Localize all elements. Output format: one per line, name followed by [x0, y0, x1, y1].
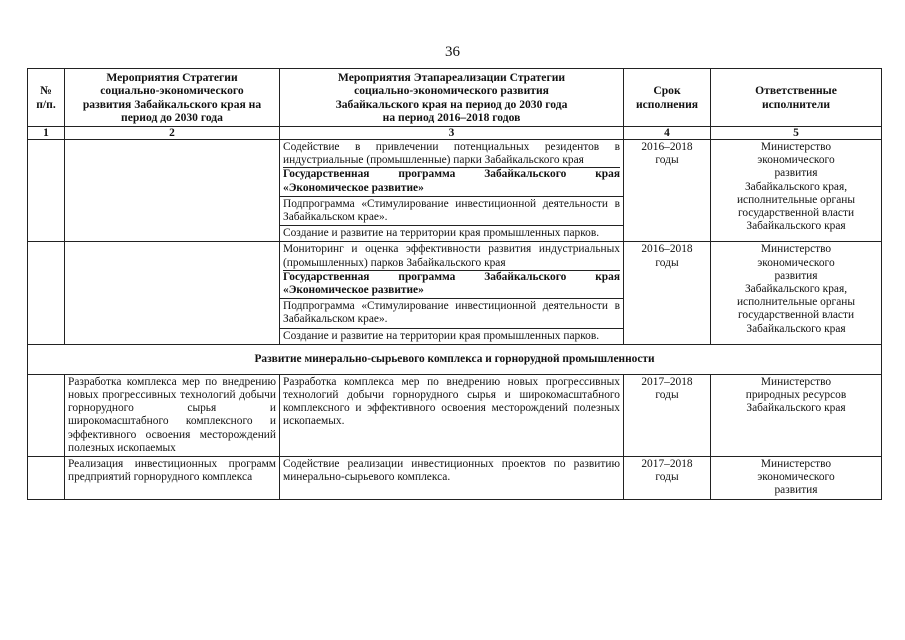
- row-measures: Разработка комплекса мер по внедрению новых прогрессивных технологий добычи горнорудного сырья и широкомасштабного комплексного и эффективного освоения месторождений полезных ископаемых.: [280, 374, 624, 456]
- section-title: Развитие минерально-сырьевого комплекса и горнорудной промышленности: [28, 344, 882, 374]
- row-measures: [280, 140, 624, 242]
- row-term: 2016–2018 годы: [624, 140, 711, 242]
- subprogram-text: Подпрограмма «Стимулирование инвестиционной деятельности в Забайкальском крае».: [280, 298, 623, 327]
- strategy-table: [27, 68, 882, 500]
- row-measures: Содействие реализации инвестиционных проектов по развитию минерально-сырьевого комплекса.: [280, 457, 624, 500]
- section-row: [28, 344, 882, 374]
- table-row: [28, 242, 882, 344]
- table-header-row: [28, 69, 882, 127]
- row-number: [28, 242, 65, 344]
- header-stage-measures: Мероприятия Этапареализации Стратегии социально-экономического развития Забайкальского края на период до 2030 года на период 2016–2018 годов: [280, 69, 624, 127]
- activity-text: Создание и развитие на территории края промышленных парков.: [280, 225, 623, 241]
- column-numbers-row: [28, 127, 882, 140]
- activity-text: Создание и развитие на территории края промышленных парков.: [280, 328, 623, 344]
- row-measures: [280, 242, 624, 344]
- program-title: Государственная программа Забайкальского края «Экономическое развитие»: [283, 168, 620, 194]
- table-row: [28, 140, 882, 242]
- header-num: № п/п.: [28, 69, 65, 127]
- row-strategy: [65, 140, 280, 242]
- table-row: [28, 457, 882, 500]
- column-number: 2: [65, 127, 280, 140]
- row-responsible: Министерство экономического развития Забайкальского края, исполнительные органы государственной власти Забайкальского края: [711, 140, 882, 242]
- header-responsible: Ответственные исполнители: [711, 69, 882, 127]
- row-responsible: Министерство природных ресурсов Забайкальского края: [711, 374, 882, 456]
- row-strategy: Реализация инвестиционных программ предприятий горнорудного комплекса: [65, 457, 280, 500]
- row-term: 2017–2018 годы: [624, 374, 711, 456]
- row-number: [28, 374, 65, 456]
- row-term: 2016–2018 годы: [624, 242, 711, 344]
- header-strategy: Мероприятия Стратегии социально-экономического развития Забайкальского края на период до 2030 года: [65, 69, 280, 127]
- row-number: [28, 457, 65, 500]
- subprogram-text: Подпрограмма «Стимулирование инвестиционной деятельности в Забайкальском крае».: [280, 196, 623, 225]
- column-number: 4: [624, 127, 711, 140]
- program-title: Государственная программа Забайкальского края «Экономическое развитие»: [283, 270, 620, 297]
- measure-text: Содействие в привлечении потенциальных резидентов в индустриальные (промышленные) парки Забайкальского края: [283, 141, 620, 167]
- header-term: Срок исполнения: [624, 69, 711, 127]
- row-number: [28, 140, 65, 242]
- column-number: 1: [28, 127, 65, 140]
- row-term: 2017–2018 годы: [624, 457, 711, 500]
- row-strategy: Разработка комплекса мер по внедрению новых прогрессивных технологий добычи горнорудного сырья и широкомасштабного комплексного и эффективного освоения месторождений полезных ископаемых: [65, 374, 280, 456]
- column-number: 3: [280, 127, 624, 140]
- page-number: 36: [445, 44, 460, 60]
- row-responsible: Министерство экономического развития Забайкальского края, исполнительные органы государственной власти Забайкальского края: [711, 242, 882, 344]
- row-responsible: Министерство экономического развития: [711, 457, 882, 500]
- column-number: 5: [711, 127, 882, 140]
- measure-text: Мониторинг и оценка эффективности развития индустриальных (промышленных) парков Забайкальского края: [283, 243, 620, 269]
- row-strategy: [65, 242, 280, 344]
- table-row: [28, 374, 882, 456]
